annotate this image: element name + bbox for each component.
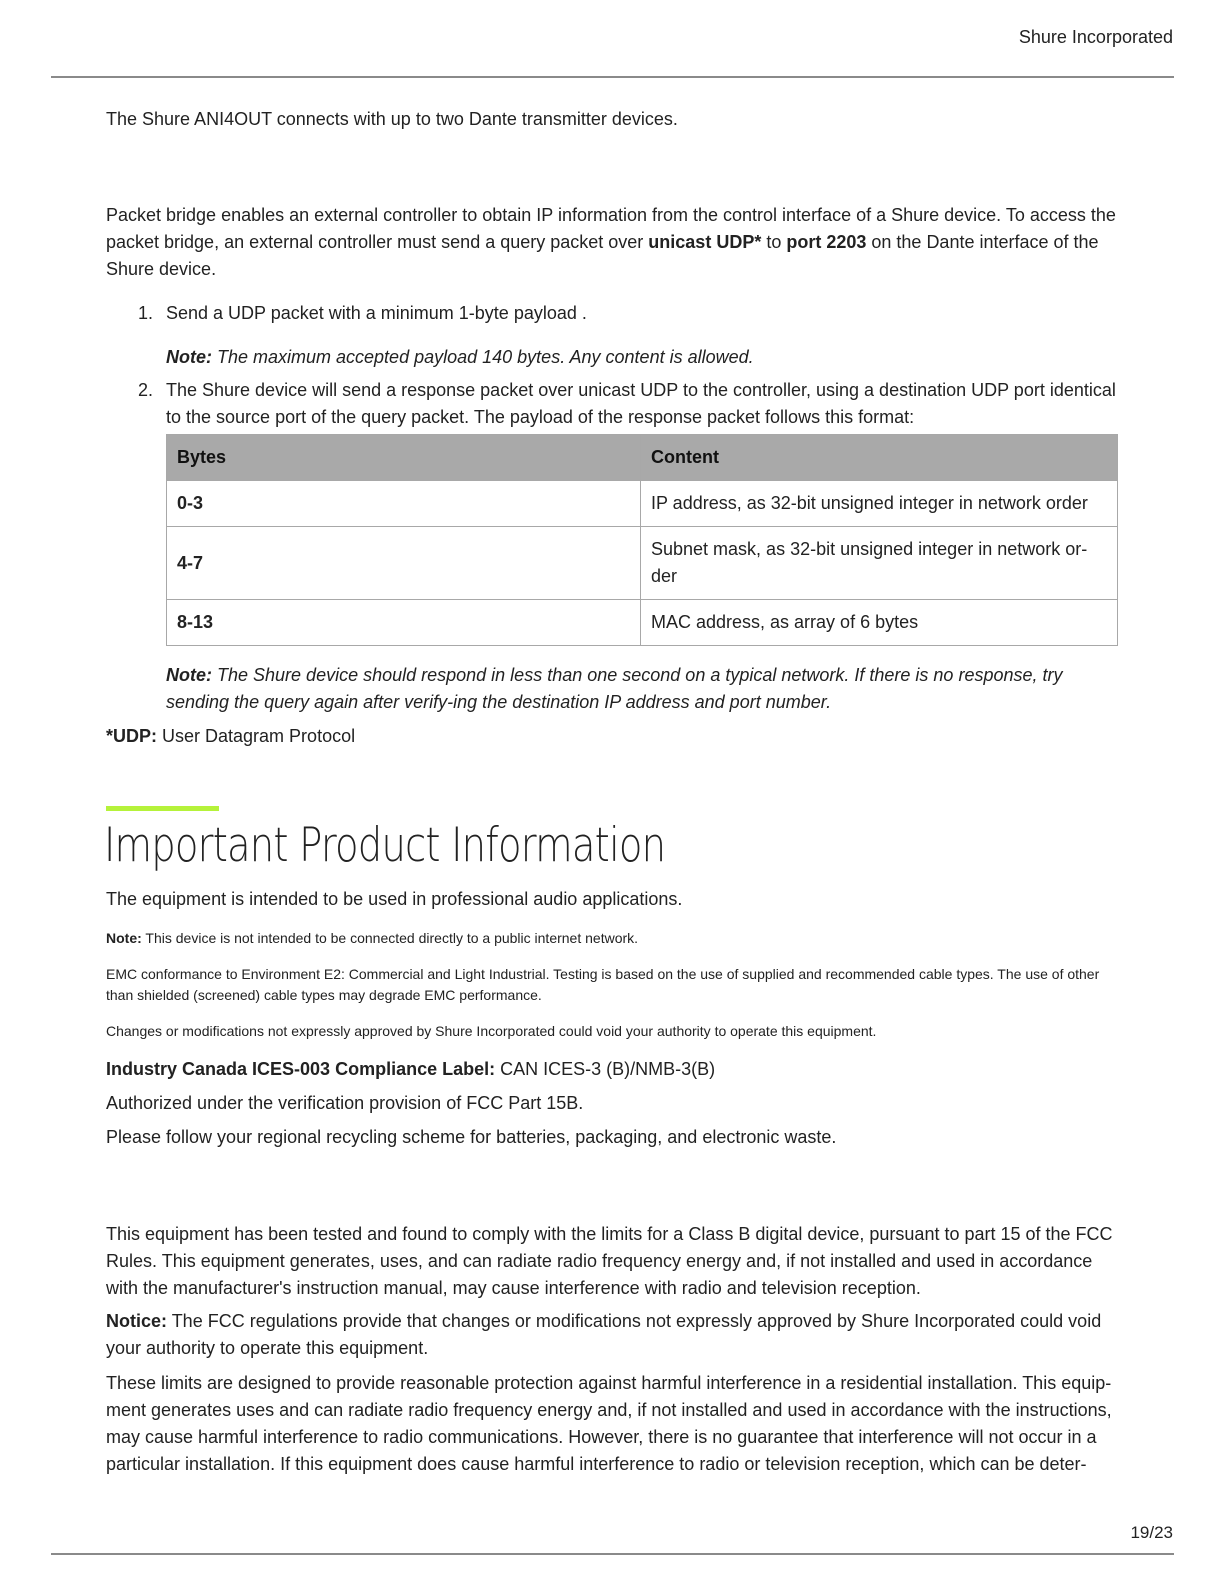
step-2-text: The Shure device will send a response packet over unicast UDP to the controller, using a destination UDP port identical to the source port of the query packet. The payload of the response packet follows this format: (166, 380, 1116, 427)
ices-compliance-label: Industry Canada ICES-003 Compliance Label: CAN ICES-3 (B)/NMB-3(B) (106, 1059, 716, 1079)
step-1-text: Send a UDP packet with a minimum 1-byte payload . (166, 303, 587, 323)
footer-rule (51, 1553, 1174, 1555)
dante-device-text: The Shure ANI4OUT connects with up to two Dante transmitter devices. (106, 109, 678, 129)
table-row (167, 600, 1118, 646)
table-cell-bytes: 8-13 (167, 600, 641, 646)
response-time-note: Note: The Shure device should respond in less than one second on a typical network. If there is no response, try sending the query again after verify-ing the destination IP address and port number. (166, 665, 1063, 712)
packet-bridge-intro: Packet bridge enables an external controller to obtain IP information from the control interface of a Shure device. To access the packet bridge, an external controller must send a query packet over unicast UDP* to port 2203 on the Dante interface of the Shure device. (106, 205, 1116, 279)
table-row (167, 527, 1118, 600)
professional-use-text: The equipment is intended to be used in professional audio applications. (106, 889, 683, 909)
table-header-bytes: Bytes (167, 435, 641, 481)
section-title: Important Product Information (104, 818, 666, 873)
fcc-notice-text: Notice: The FCC regulations provide that changes or modifications not expressly approved by Shure Incorporated could void your authority to operate this equipment. (106, 1311, 1102, 1358)
payload-note: Note: The maximum accepted payload 140 bytes. Any content is allowed. (166, 347, 754, 367)
step-2-number: 2. (138, 380, 154, 400)
step-1-number: 1. (138, 303, 154, 323)
modifications-warning-text: Changes or modifications not expressly approved by Shure Incorporated could void your authority to operate this equipment. (106, 1023, 877, 1039)
emc-conformance-text: EMC conformance to Environment E2: Commercial and Light Industrial. Testing is based on the use of supplied and recommended cable types. The use of other than shielded (screened) cable types may degrade EMC performance. (106, 966, 1100, 1003)
recycling-text: Please follow your regional recycling scheme for batteries, packaging, and electronic waste. (106, 1127, 837, 1147)
table-row (167, 481, 1118, 527)
section-accent-bar (106, 806, 219, 811)
header-rule (51, 76, 1174, 78)
page-number: 19/23 (1130, 1523, 1173, 1542)
fcc-tested-text: This equipment has been tested and found to comply with the limits for a Class B digital device, pursuant to part 15 of the FCC Rules. This equipment generates, uses, and can radiate radio frequency energy and, if not installed and used in accordance with the manufacturer's instruction manual, may cause interference with radio and television reception. (106, 1224, 1113, 1298)
internet-note: Note: This device is not intended to be connected directly to a public internet network. (106, 930, 639, 946)
table-cell-bytes: 0-3 (167, 481, 641, 527)
udp-definition: *UDP: User Datagram Protocol (106, 726, 356, 746)
response-format-table (166, 434, 1118, 646)
table-header-content: Content (641, 435, 1118, 481)
fcc-limits-text: These limits are designed to provide reasonable protection against harmful interference in a residential installation. This equip-ment generates uses and can radiate radio frequency energy and, if not installed and used in accordance with the instructions, may cause harmful interference to radio communications. However, there is no guarantee that interference will not occur in a particular installation. If this equipment does cause harmful interference to radio or television reception, which can be deter- (106, 1373, 1112, 1474)
table-cell-content: Subnet mask, as 32-bit unsigned integer in network or-der (641, 527, 1118, 600)
table-cell-bytes: 4-7 (167, 527, 641, 600)
header-company-name: Shure Incorporated (1018, 27, 1173, 47)
table-cell-content: MAC address, as array of 6 bytes (641, 600, 1118, 646)
table-header-row (167, 435, 1118, 481)
table-cell-content: IP address, as 32-bit unsigned integer in network order (641, 481, 1118, 527)
fcc-15b-text: Authorized under the verification provision of FCC Part 15B. (106, 1093, 584, 1113)
